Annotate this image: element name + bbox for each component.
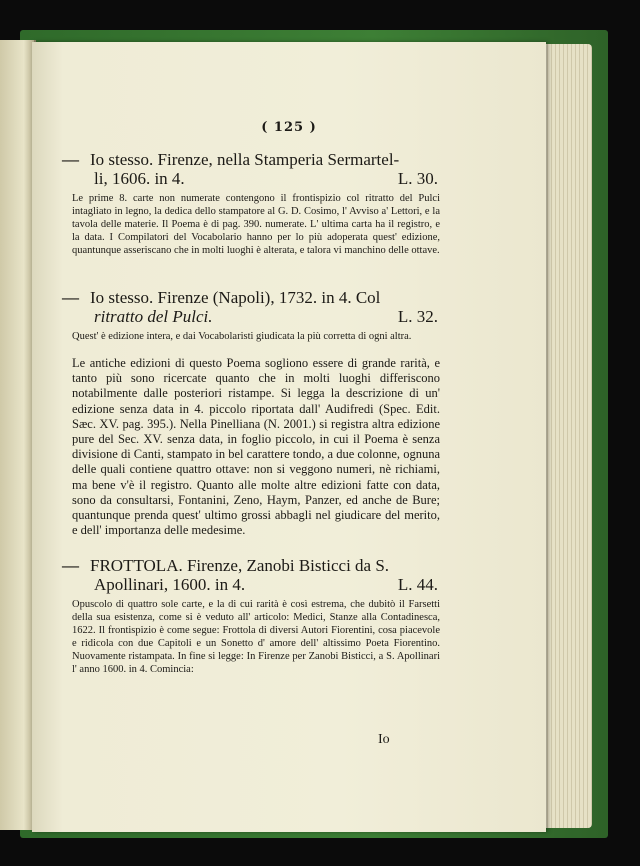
entry-heading-line: ritratto del Pulci. — [94, 307, 213, 326]
entry-heading-line: li, 1606. in 4. — [94, 169, 185, 188]
entry-heading-line: Io stesso. Firenze (Napoli), 1732. in 4. Col — [90, 288, 381, 307]
entry-heading — [62, 288, 438, 326]
entry-price: L. 32. — [397, 307, 438, 326]
entry-heading-line: Apollinari, 1600. in 4. — [94, 575, 246, 594]
entry-heading-line: Io stesso. Firenze, nella Stamperia Sermartel- — [90, 150, 400, 169]
facing-page-edge — [0, 40, 36, 830]
entry-note: Quest' è edizione intera, e dai Vocabolaristi giudicata la più corretta di ogni altra. — [72, 331, 412, 342]
entry-price: L. 30. — [397, 169, 438, 188]
entry-dash: — — [62, 150, 79, 169]
entry-heading-line: FROTTOLA. Firenze, Zanobi Bisticci da S. — [90, 556, 390, 575]
page-number: ( 125 ) — [261, 120, 317, 135]
entry-dash: — — [62, 556, 79, 575]
entry-heading — [62, 556, 438, 594]
entry-heading — [62, 150, 438, 188]
entry-note: Opuscolo di quattro sole carte, e la di cui rarità è così estrema, che dubitò il Farsetti della sua esistenza, come si è veduto all' articolo: Medici, Stanze alla Contadinesca, 1622. Il frontispizio è come segue: Frottola di diversi Autori Fiorentini, cosa piacevole e ridicola con due Capitoli e un Sonetto d' amore dell' altissimo Poeta Fiorentino. Nuovamente ristampata. In fine si legge: In Firenze per Zanobi Bisticci, a S. Apollinari l' anno 1600. in 4. Comincia: — [72, 599, 440, 675]
entry-note: Le prime 8. carte non numerate contengono il frontispizio col ritratto del Pulci intagliato in legno, la dedica dello stampatore al G. D. Cosimo, l' Avviso a' Lettori, e la tavola delle materie. Il Poema è di pag. 390. numerate. L' ultima carta ha il registro, e la data. I Compilatori del Vocabolario hanno per lo più adoperata quest' edizione, quantunque asseriscano che in molti luoghi è alterata, e talora vi manchino delle ottave. — [72, 193, 440, 256]
body-paragraph: Le antiche edizioni di questo Poema sogliono essere di grande rarità, e tanto più sono ricercate quanto che in molti luoghi differiscono notabilmente dalle posteriori ristampe. Si legga la descrizione di un' edizione senza data in 4. piccolo riportata dall' Audifredi (Spec. Edit. Sæc. XV. pag. 395.). Nella Pinelliana (N. 2001.) si registra altra edizione pure del Sec. XV. senza data, in foglio piccolo, in cui il Poema è senza divisione di Canti, stampato in bel carattere tondo, a due colonne, ognuna delle quali contiene quattro ottave: non si veggono numeri, nè richiami, ma bene v'è il registro. Quanto alle molte altre edizioni fatte con data, sono da consultarsi, Fontanini, Zeno, Haym, Panzer, ed anche de Bure; quantunque prenda quest' ultimo grossi abbagli nel giudicare del merito, e dell' importanza delle medesime. — [72, 356, 440, 538]
entry-dash: — — [62, 288, 79, 307]
catchword: Io — [378, 732, 390, 747]
book-page — [32, 42, 546, 832]
entry-price: L. 44. — [397, 575, 438, 594]
